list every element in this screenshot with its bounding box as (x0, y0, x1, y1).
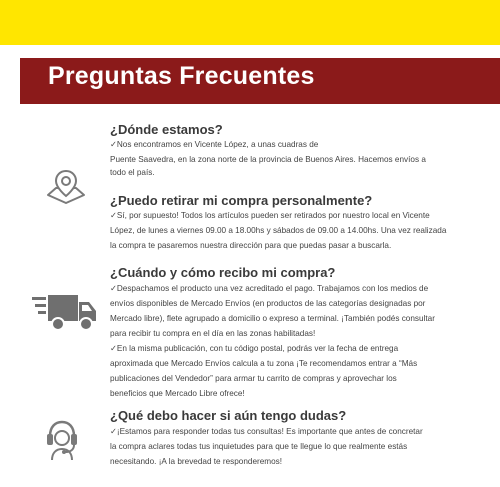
faq-answer-line: ✓En la misma publicación, con tu código postal, podrás ver la fecha de entrega (110, 344, 399, 353)
top-brand-bar (0, 0, 500, 45)
faq-answer-line: envíos disponibles de Mercado Envíos (en productos de las categorías designadas por (110, 299, 426, 308)
delivery-truck-icon (32, 291, 100, 337)
faq-answer-line: ✓Nos encontramos en Vicente López, a unas cuadras de (110, 140, 319, 149)
faq-answer-line: López, de lunes a viernes 09.00 a 18.00hs y sábados de 09.00 a 14.00hs. Una vez realizada (110, 226, 447, 235)
faq-answer-line: Puente Saavedra, en la zona norte de la provincia de Buenos Aires. Hacemos envíos a (110, 155, 426, 164)
faq-answer-line: necesitando. ¡A la brevedad te responderemos! (110, 457, 283, 466)
faq-answer-line: todo el país. (110, 168, 155, 177)
faq-question-location: ¿Dónde estamos? (110, 122, 223, 137)
faq-question-delivery: ¿Cuándo y cómo recibo mi compra? (110, 265, 336, 280)
faq-answer-line: ✓¡Estamos para responder todas tus consultas! Es importante que antes de concretar (110, 427, 423, 436)
faq-question-doubts: ¿Qué debo hacer si aún tengo dudas? (110, 408, 347, 423)
faq-answer-line: la compra te pasaremos nuestra dirección para que puedas pasar a buscarla. (110, 241, 392, 250)
faq-answer-line: para recibir tu compra en el día en las zonas habilitadas! (110, 329, 316, 338)
faq-answer-line: ✓Despachamos el producto una vez acreditado el pago. Trabajamos con los medios de (110, 284, 429, 293)
faq-answer-line: beneficios que Mercado Libre ofrece! (110, 389, 245, 398)
faq-answer-line: Mercado libre), flete agrupado a domicilio o expreso a terminal. ¡También podés consultar (110, 314, 435, 323)
page-title: Preguntas Frecuentes (48, 62, 315, 90)
headset-support-icon (44, 418, 80, 460)
faq-question-pickup: ¿Puedo retirar mi compra personalmente? (110, 193, 373, 208)
faq-answer-line: la compra aclares todas tus inquietudes para que te llegue lo que realmente estás (110, 442, 408, 451)
faq-answer-line: publicaciones del Vendedor” para armar tu carrito de compras y aprovechar los (110, 374, 397, 383)
faq-answer-line: aproximada que Mercado Envíos calcula a tu zona ¡Te recomendamos entrar a “Más (110, 359, 418, 368)
faq-answer-line: ✓Sí, por supuesto! Todos los artículos pueden ser retirados por nuestro local en Vicente (110, 211, 430, 220)
map-pin-icon (41, 165, 91, 215)
